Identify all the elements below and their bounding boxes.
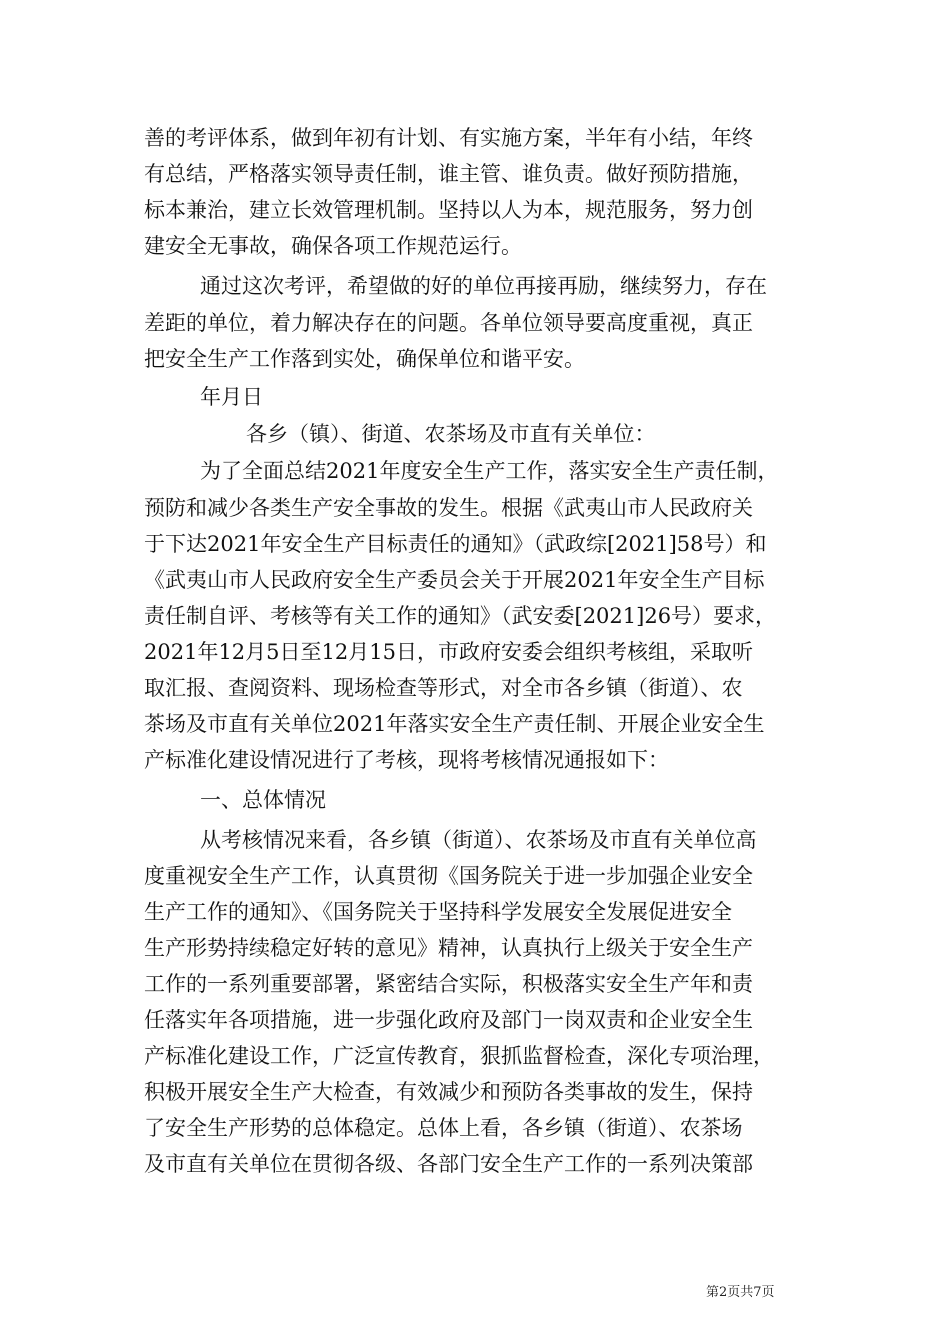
body-line-13: 《武夷山市人民政府安全生产委员会关于开展2021年安全生产目标 [144,568,765,592]
body-line-27: 积极开展安全生产大检查，有效减少和预防各类事故的发生，保持 [144,1080,753,1104]
section-heading: 一、总体情况 [200,788,326,812]
body-line-26: 产标准化建设工作，广泛宣传教育，狠抓监督检查，深化专项治理， [144,1044,774,1068]
body-line-24: 工作的一系列重要部署，紧密结合实际，积极落实安全生产年和责 [144,972,753,996]
body-line-14: 责任制自评、考核等有关工作的通知》（武安委[2021]26号）要求， [144,604,777,628]
salutation-line: 各乡（镇）、街道、农茶场及市直有关单位： [246,422,656,446]
body-line-03: 标本兼治，建立长效管理机制。坚持以人为本，规范服务，努力创 [144,198,753,222]
body-line-06: 差距的单位，着力解决存在的问题。各单位领导要高度重视，真正 [144,311,753,335]
body-line-21: 度重视安全生产工作，认真贯彻《国务院关于进一步加强企业安全 [144,864,753,888]
body-line-02: 有总结，严格落实领导责任制，谁主管、谁负责。做好预防措施， [144,162,753,186]
body-line-12: 于下达2021年安全生产目标责任的通知》（武政综[2021]58号）和 [144,532,767,556]
body-line-04: 建安全无事故，确保各项工作规范运行。 [144,234,522,258]
body-line-11: 预防和减少各类生产安全事故的发生。根据《武夷山市人民政府关 [144,496,753,520]
body-line-29: 及市直有关单位在贯彻各级、各部门安全生产工作的一系列决策部 [144,1152,753,1176]
page-number-footer: 第2页共7页 [706,1285,775,1300]
body-line-28: 了安全生产形势的总体稳定。总体上看，各乡镇（街道）、农茶场 [144,1116,743,1140]
body-line-23: 生产形势持续稳定好转的意见》精神，认真执行上级关于安全生产 [144,936,753,960]
body-line-05: 通过这次考评，希望做的好的单位再接再励，继续努力，存在 [200,274,767,298]
body-line-10: 为了全面总结2021年度安全生产工作，落实安全生产责任制， [200,459,779,483]
body-line-15: 2021年12月5日至12月15日，市政府安委会组织考核组，采取听 [144,640,753,664]
body-line-07: 把安全生产工作落到实处，确保单位和谐平安。 [144,347,585,371]
date-line: 年月日 [200,385,263,409]
body-line-16: 取汇报、查阅资料、现场检查等形式，对全市各乡镇（街道）、农 [144,676,743,700]
body-line-22: 生产工作的通知》、《国务院关于坚持科学发展安全发展促进安全 [144,900,732,924]
body-line-20: 从考核情况来看，各乡镇（街道）、农茶场及市直有关单位高 [200,828,757,852]
body-line-17: 茶场及市直有关单位2021年落实安全生产责任制、开展企业安全生 [144,712,765,736]
body-line-01: 善的考评体系，做到年初有计划、有实施方案，半年有小结，年终 [144,126,753,150]
body-line-18: 产标准化建设情况进行了考核，现将考核情况通报如下： [144,748,669,772]
body-line-25: 任落实年各项措施，进一步强化政府及部门一岗双责和企业安全生 [144,1008,753,1032]
